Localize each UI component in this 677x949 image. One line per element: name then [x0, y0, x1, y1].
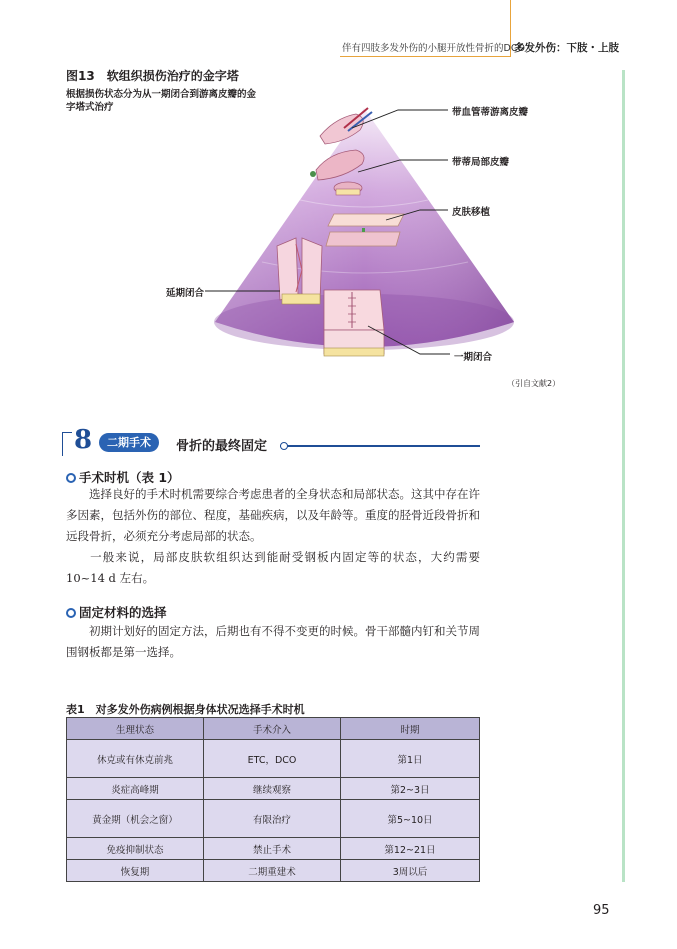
table-cell: 恢复期	[67, 860, 204, 882]
table-cell: 继续观察	[204, 778, 341, 800]
subheading-materials-text: 固定材料的选择	[79, 605, 167, 620]
section-title: 骨折的最终固定	[176, 439, 268, 454]
table-header: 生理状态	[67, 718, 204, 740]
paragraph-timing-1-text: 选择良好的手术时机需要综合考虑患者的全身状态和局部状态。这其中存在许多因素，包括外伤的部位、程度，基础疾病，以及年龄等。重度的胫骨近段骨折和远段骨折，必须充分考虑局部的状态。	[66, 487, 480, 543]
table-cell: 禁止手术	[204, 838, 341, 860]
bullet-ring-icon	[66, 608, 76, 618]
figure-title: 图13 软组织损伤治疗的金字塔	[66, 69, 239, 83]
table-row	[67, 838, 480, 860]
table-cell: 免疫抑制状态	[67, 838, 204, 860]
header-chapter-title: 伴有四肢多发外伤的小腿开放性骨折的DCO	[342, 43, 525, 54]
primary-closure-illustration	[324, 290, 384, 356]
table-cell: 黄金期（机会之窗）	[67, 800, 204, 838]
page-number: 95	[593, 903, 610, 918]
table-header: 手术介入	[204, 718, 341, 740]
label-delayed-closure: 延期闭合	[166, 288, 205, 299]
figure-description: 根据损伤状态分为从一期闭合到游离皮瓣的金字塔式治疗	[66, 89, 257, 113]
table-row	[67, 860, 480, 882]
paragraph-timing-1	[66, 484, 480, 547]
figure-citation: （引自文献2）	[507, 379, 561, 388]
table-cell: ETC，DCO	[204, 740, 341, 778]
paragraph-materials-text: 初期计划好的固定方法，后期也有不得不变更的时候。骨干部髓内钉和关节周围钢板都是第一选择。	[66, 624, 480, 659]
label-free-flap: 带血管蒂游离皮瓣	[452, 107, 529, 118]
bullet-ring-icon	[66, 473, 76, 483]
table-row	[67, 800, 480, 838]
section-rule	[280, 445, 480, 447]
table-cell: 二期重建术	[204, 860, 341, 882]
paragraph-timing-2-text: 一般来说，局部皮肤软组织达到能耐受钢板内固定等的状态，大约需要10~14 d 左右。	[66, 550, 480, 585]
table-header: 时期	[341, 718, 480, 740]
table-row	[67, 778, 480, 800]
paragraph-timing-2	[66, 547, 480, 589]
pyramid-figure	[0, 0, 677, 400]
section-bracket	[62, 432, 72, 456]
section-heading	[62, 427, 482, 459]
table-cell: 第1日	[341, 740, 480, 778]
label-local-flap: 带蒂局部皮瓣	[452, 157, 510, 168]
section-badge: 二期手术	[99, 433, 159, 452]
table-cell: 3周以后	[341, 860, 480, 882]
section-number: 8	[74, 425, 93, 455]
paragraph-materials	[66, 621, 480, 663]
table-cell: 第12~21日	[341, 838, 480, 860]
table-cell: 第5~10日	[341, 800, 480, 838]
timing-table	[66, 717, 480, 882]
table-cell: 有限治疗	[204, 800, 341, 838]
label-skin-graft: 皮肤移植	[452, 207, 491, 218]
table-header-row	[67, 718, 480, 740]
table-title: 表1 对多发外伤病例根据身体状况选择手术时机	[66, 703, 305, 716]
table-cell: 炎症高峰期	[67, 778, 204, 800]
table-cell: 第2~3日	[341, 778, 480, 800]
subheading-timing-text: 手术时机（表 1）	[79, 470, 180, 485]
subheading-materials	[66, 603, 167, 621]
table-cell: 休克或有休克前兆	[67, 740, 204, 778]
table-row	[67, 740, 480, 778]
label-primary-closure: 一期闭合	[454, 352, 493, 363]
header-section-title: 多发外伤：下肢・上肢	[514, 42, 619, 54]
